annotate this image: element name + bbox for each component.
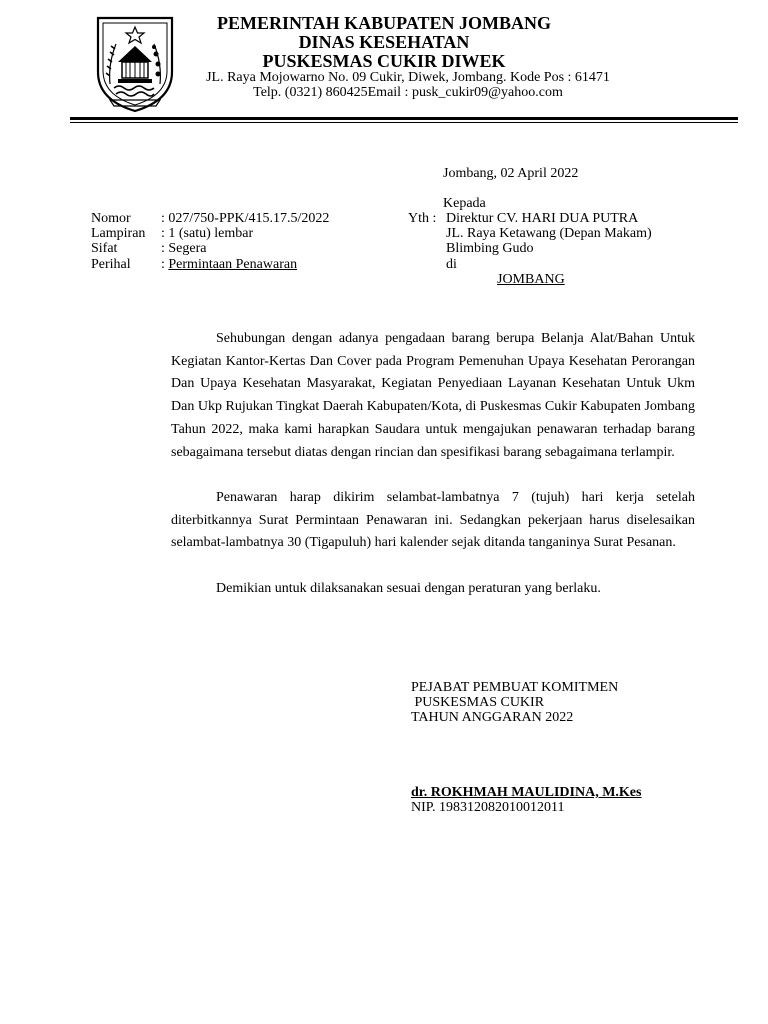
letterhead-address: JL. Raya Mojowarno No. 09 Cukir, Diwek, Jombang. Kode Pos : 61471 bbox=[206, 70, 610, 85]
meta-sifat-value: : Segera bbox=[161, 241, 207, 256]
recipient-kepada: Kepada bbox=[443, 196, 486, 211]
recipient-line-3: Blimbing Gudo bbox=[446, 241, 534, 256]
letterhead-contact: Telp. (0321) 860425Email : pusk_cukir09@yahoo.com bbox=[253, 85, 563, 100]
letterhead-institution-title: PUSKESMAS CUKIR DIWEK bbox=[262, 51, 506, 71]
meta-perihal-value: Permintaan Penawaran bbox=[168, 257, 298, 272]
meta-nomor-value: : 027/750-PPK/415.17.5/2022 bbox=[161, 211, 330, 226]
signature-title-3: TAHUN ANGGARAN 2022 bbox=[411, 710, 574, 725]
signature-title-2: PUSKESMAS CUKIR bbox=[411, 695, 545, 710]
meta-sifat-label: Sifat bbox=[91, 241, 118, 256]
meta-perihal-colon: : bbox=[161, 257, 169, 272]
meta-perihal bbox=[161, 257, 297, 272]
meta-lampiran-value: : 1 (satu) lembar bbox=[161, 226, 254, 241]
recipient-yth: Yth : bbox=[408, 211, 437, 226]
signatory-name: dr. ROKHMAH MAULIDINA, M.Kes bbox=[411, 785, 642, 800]
letter-date: Jombang, 02 April 2022 bbox=[443, 166, 579, 181]
meta-perihal-label: Perihal bbox=[91, 257, 131, 272]
recipient-line-1: Direktur CV. HARI DUA PUTRA bbox=[446, 211, 639, 226]
body-paragraph-3: Demikian untuk dilaksanakan sesuai dengan peraturan yang berlaku. bbox=[216, 581, 601, 596]
recipient-city: JOMBANG bbox=[497, 272, 565, 287]
recipient-line-2: JL. Raya Ketawang (Depan Makam) bbox=[446, 226, 652, 241]
letterhead-divider-thick bbox=[70, 117, 738, 120]
recipient-di: di bbox=[446, 257, 457, 272]
letterhead-government-title: PEMERINTAH KABUPATEN JOMBANG bbox=[216, 13, 551, 33]
meta-lampiran-label: Lampiran bbox=[91, 226, 146, 241]
signature-title-1: PEJABAT PEMBUAT KOMITMEN bbox=[411, 680, 619, 695]
body-paragraph-2: Penawaran harap dikirim selambat-lambatnya 7 (tujuh) hari kerja setelah diterbitkannya Surat Permintaan Penawaran ini. Sedangkan pekerjaan harus diselesaikan selambat-lambatnya 30 (Tigapuluh) hari kalender sejak ditanda tanganinya Surat Pesanan. bbox=[171, 490, 695, 551]
body-paragraph-1: Sehubungan dengan adanya pengadaan barang berupa Belanja Alat/Bahan Untuk Kegiatan Kantor-Kertas Dan Cover pada Program Pemenuhan Upaya Kesehatan Perorangan Dan Upaya Kesehatan Masyarakat, Kegiatan Penyediaan Layanan Kesehatan Untuk Ukm Dan Ukp Rujukan Tingkat Daerah Kabupaten/Kota, di Puskesmas Cukir Kabupaten Jombang Tahun 2022, maka kami harapkan Saudara untuk mengajukan penawaran terhadap barang sebagaimana tersebut diatas dengan rincian dan spesifikasi barang sebagaimana terlampir. bbox=[171, 331, 695, 460]
letterhead-department-title: DINAS KESEHATAN bbox=[298, 32, 470, 52]
meta-nomor-label: Nomor bbox=[91, 211, 131, 226]
signatory-nip: NIP. 198312082010012011 bbox=[411, 800, 565, 815]
letterhead-divider-thin bbox=[70, 122, 738, 123]
